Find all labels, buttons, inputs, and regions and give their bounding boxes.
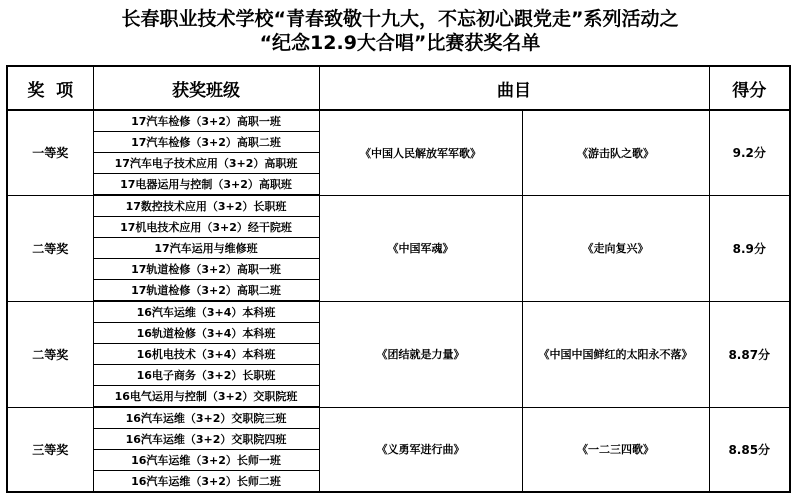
class-cell: 17轨道检修（3+2）高职二班 — [93, 280, 319, 302]
song1-cell: 《团结就是力量》 — [319, 301, 522, 407]
score-cell: 8.9分 — [709, 195, 790, 301]
table-row — [7, 110, 790, 132]
table-row — [7, 407, 790, 429]
class-cell: 17汽车检修（3+2）高职二班 — [93, 132, 319, 153]
header-songs: 曲目 — [319, 66, 709, 110]
awards-table — [6, 65, 791, 493]
song1-cell: 《中国人民解放军军歌》 — [319, 110, 522, 195]
song2-cell: 《游击队之歌》 — [522, 110, 709, 195]
class-cell: 16电气运用与控制（3+2）交职院班 — [93, 386, 319, 408]
class-cell: 16电子商务（3+2）长职班 — [93, 365, 319, 386]
class-cell: 17轨道检修（3+2）高职一班 — [93, 259, 319, 280]
award-cell: 三等奖 — [7, 407, 93, 492]
class-cell: 17汽车运用与维修班 — [93, 238, 319, 259]
score-cell: 8.87分 — [709, 301, 790, 407]
award-cell: 一等奖 — [7, 110, 93, 195]
class-cell: 16汽车运维（3+2）交职院三班 — [93, 407, 319, 429]
song2-cell: 《中国中国鲜红的太阳永不落》 — [522, 301, 709, 407]
table-row — [7, 301, 790, 323]
header-row — [7, 66, 790, 110]
class-cell: 17机电技术应用（3+2）经干院班 — [93, 217, 319, 238]
song1-cell: 《义勇军进行曲》 — [319, 407, 522, 492]
song2-cell: 《走向复兴》 — [522, 195, 709, 301]
header-score: 得分 — [709, 66, 790, 110]
score-cell: 8.85分 — [709, 407, 790, 492]
class-cell: 16汽车运维（3+2）交职院四班 — [93, 429, 319, 450]
award-cell: 二等奖 — [7, 195, 93, 301]
class-cell: 16汽车运维（3+2）长师一班 — [93, 450, 319, 471]
class-cell: 16机电技术（3+4）本科班 — [93, 344, 319, 365]
class-cell: 16汽车运维（3+2）长师二班 — [93, 471, 319, 493]
song2-cell: 《一二三四歌》 — [522, 407, 709, 492]
class-cell: 17汽车电子技术应用（3+2）高职班 — [93, 153, 319, 174]
document-title-line2: “纪念12.9大合唱”比赛获奖名单 — [259, 32, 541, 54]
awards-table-body — [7, 66, 790, 492]
class-cell: 16汽车运维（3+4）本科班 — [93, 301, 319, 323]
class-cell: 16轨道检修（3+4）本科班 — [93, 323, 319, 344]
class-cell: 17汽车检修（3+2）高职一班 — [93, 110, 319, 132]
header-award: 奖 项 — [7, 66, 93, 110]
header-classes: 获奖班级 — [93, 66, 319, 110]
score-cell: 9.2分 — [709, 110, 790, 195]
award-cell: 二等奖 — [7, 301, 93, 407]
class-cell: 17数控技术应用（3+2）长职班 — [93, 195, 319, 217]
table-row — [7, 195, 790, 217]
class-cell: 17电器运用与控制（3+2）高职班 — [93, 174, 319, 196]
song1-cell: 《中国军魂》 — [319, 195, 522, 301]
document-title-line1: 长春职业技术学校“青春致敬十九大，不忘初心跟党走”系列活动之 — [121, 8, 679, 30]
